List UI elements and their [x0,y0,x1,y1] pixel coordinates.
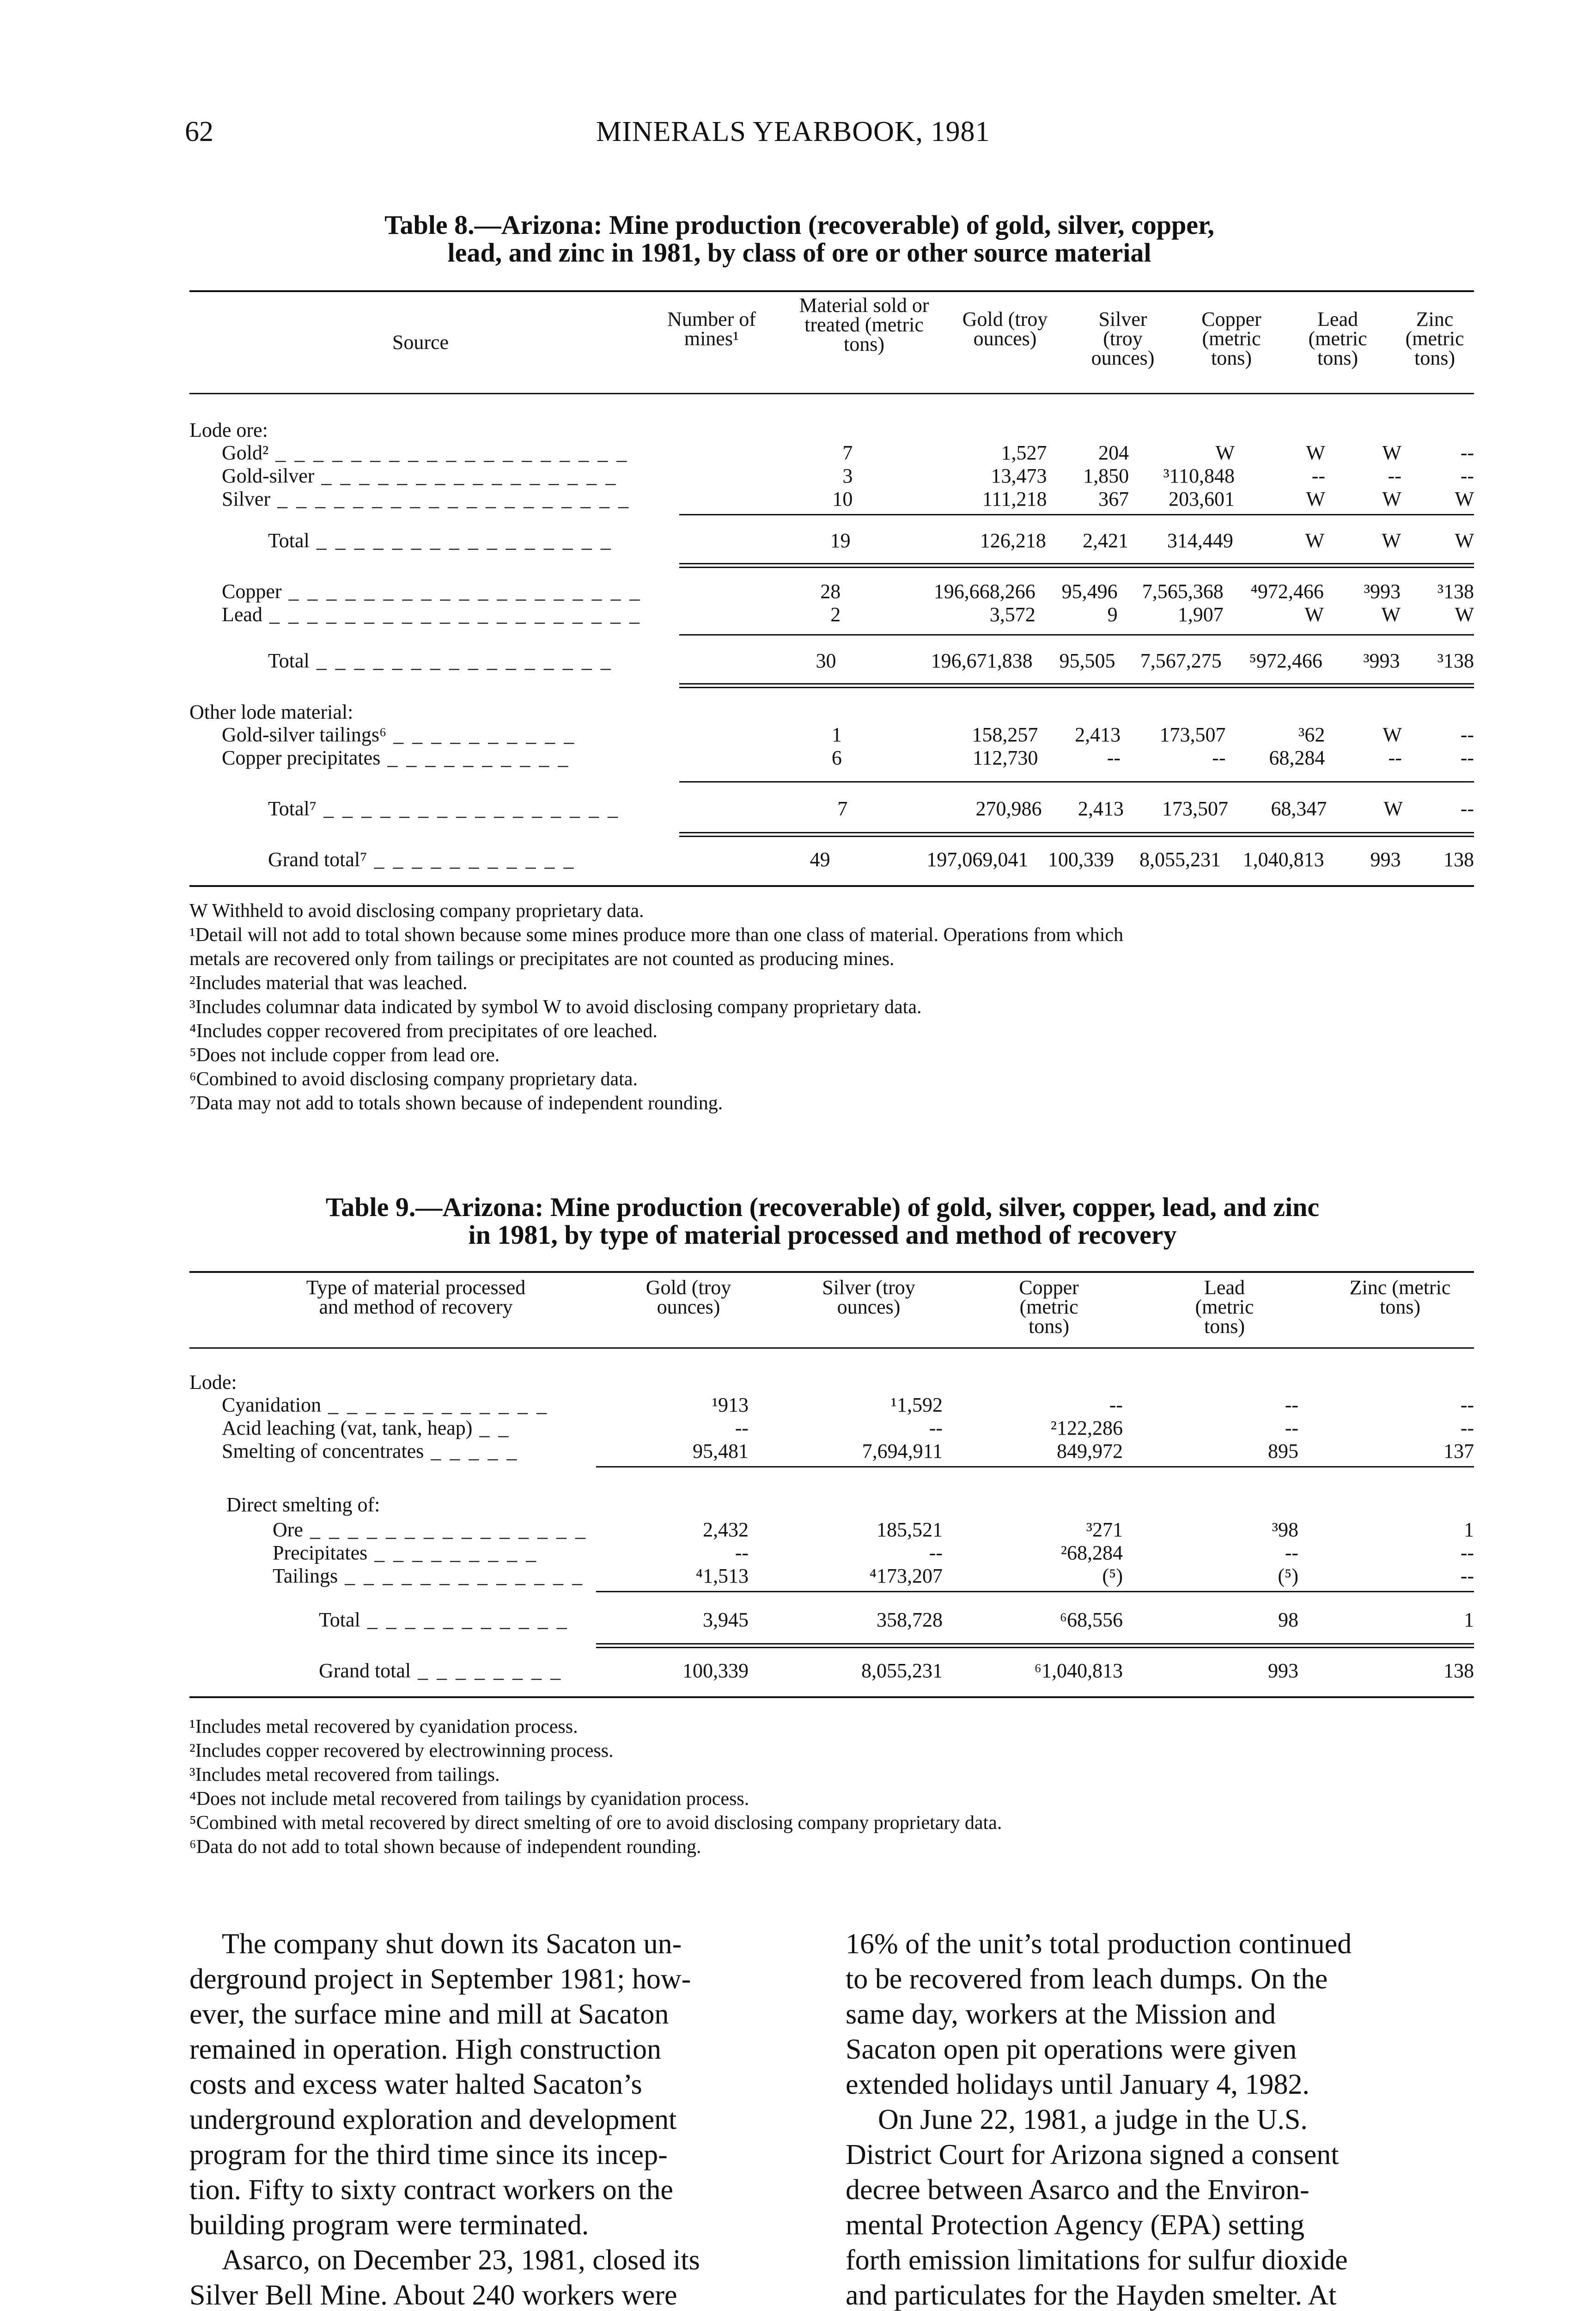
cell-mines: 1 [831,723,842,746]
table8-col-material: Material sold or treated (metric tons) [799,294,929,355]
table8-bottom-rule [189,885,1474,887]
body-line: same day, workers at the Mission and [846,1999,1276,2030]
cell-lead: 895 [1268,1440,1298,1462]
cell-material: 158,257 [972,723,1038,746]
table8-double-rule-d [679,687,1474,688]
table8-subtotal-rule-3 [679,781,1474,783]
cell-mines: 3 [842,465,853,487]
cell-copper: -- [1311,465,1325,487]
table8-footnote-w: W Withheld to avoid disclosing company proprietary data. [189,900,644,922]
cell-lead: -- [1388,465,1401,487]
row-label: Lead [222,603,262,626]
table9-top-rule [189,1271,1474,1273]
table-row: Total _ _ _ _ _ _ _ _ _ _ _ _ _ _ _ _ 19 126,218 2,421 314,449 W W W [268,529,1474,552]
row-label: Copper [222,580,282,603]
table9-double-rule-a [596,1643,1474,1645]
table8-double-rule-f [679,836,1474,837]
table8-subtotal-rule-1 [679,514,1474,515]
table8-body-3 [189,580,1474,626]
table9-title-line2: in 1981, by type of material processed and method of recovery [468,1220,1177,1250]
cell-gold: -- [735,1417,749,1439]
cell-silver: 7,567,275 [1140,649,1222,672]
cell-zinc: 1 [1464,1608,1474,1631]
row-label: Total [268,649,310,672]
cell-gold: 95,505 [1059,649,1115,672]
table-row: Precipitates _ _ _ _ _ _ _ _ _ -- -- ²68,284 -- -- [273,1541,1474,1564]
table-row: Grand total⁷ _ _ _ _ _ _ _ _ _ _ _ 49 197,069,041 100,339 8,055,231 1,040,813 993 138 [268,848,1474,871]
table-row: Copper _ _ _ _ _ _ _ _ _ _ _ _ _ _ _ _ _ _ _ 28 196,668,266 95,496 7,565,368 ⁴972,466 ³993 ³138 [222,580,1474,603]
cell-silver: 173,507 [1159,723,1226,746]
row-label: Silver [222,488,271,510]
table9-col-zinc: Zinc (metric tons) [1349,1276,1451,1318]
cell-copper: 849,972 [1057,1440,1123,1462]
table9-section-lode: Lode: [189,1371,237,1394]
table8-body-4 [189,649,1474,673]
body-line: derground project in September 1981; how- [189,1963,691,1995]
table9-bottom-rule [189,1696,1474,1698]
cell-gold: 2,432 [703,1518,749,1541]
table8-col-source: Source [392,331,449,354]
table9-section-direct: Direct smelting of: [226,1493,380,1516]
table8-double-rule-c [679,683,1474,685]
body-line: ever, the surface mine and mill at Sacaton [189,1999,669,2030]
cell-silver: 7,565,368 [1142,580,1224,603]
cell-gold: 100,339 [682,1659,749,1682]
cell-zinc: -- [1460,1394,1474,1416]
row-label: Grand total [319,1659,411,1682]
table8-subtotal-rule-2 [679,634,1474,636]
cell-lead: W [1383,797,1403,820]
cell-gold: 2,413 [1078,797,1124,820]
cell-copper: ⁴972,466 [1250,580,1324,603]
cell-lead: ³993 [1363,649,1400,672]
row-label: Precipitates [273,1541,368,1564]
cell-silver: 8,055,231 [1139,848,1221,871]
cell-lead: (⁵) [1278,1565,1298,1587]
cell-material: 197,069,041 [926,848,1029,871]
table-row: Ore _ _ _ _ _ _ _ _ _ _ _ _ _ _ _ 2,432 185,521 ³271 ³98 1 [273,1518,1474,1541]
cell-gold: 95,496 [1061,580,1118,603]
cell-silver: 8,055,231 [861,1659,943,1682]
cell-material: 196,668,266 [933,580,1036,603]
body-line: to be recovered from leach dumps. On the [846,1963,1328,1995]
cell-zinc: W [1455,603,1474,626]
cell-silver: -- [929,1541,943,1564]
cell-zinc: W [1455,488,1474,510]
cell-material: 112,730 [973,746,1038,769]
body-line: remained in operation. High construction [189,2034,662,2065]
cell-gold: 1,850 [1083,465,1129,487]
table8-col-mines: Number of mines¹ [667,308,756,350]
body-line: The company shut down its Sacaton un- [222,1928,682,1960]
row-label: Gold-silver tailings⁶ [222,723,387,746]
body-line: underground exploration and development [189,2104,677,2135]
table-row: Total _ _ _ _ _ _ _ _ _ _ _ 3,945 358,728 ⁶68,556 98 1 [319,1608,1474,1631]
cell-copper: (⁵) [1102,1565,1123,1587]
body-line: mental Protection Agency (EPA) setting [846,2209,1304,2241]
table-row: Copper precipitates _ _ _ _ _ _ _ _ _ _ 6 112,730 -- -- 68,284 -- -- [222,746,1474,769]
table8-header-rule [189,393,1474,394]
cell-mines: 6 [831,746,842,769]
cell-zinc: ³138 [1437,649,1474,672]
table9-subtotal-rule-2 [596,1591,1474,1592]
body-line: On June 22, 1981, a judge in the U.S. [878,2104,1308,2135]
table-row: Tailings _ _ _ _ _ _ _ _ _ _ _ _ _ ⁴1,513 ⁴173,207 (⁵) (⁵) -- [273,1565,1474,1587]
cell-silver: W [1215,441,1235,464]
table9-body-3 [189,1608,1474,1632]
table9-body-2 [189,1518,1474,1588]
table9-col-type: Type of material processed and method of recovery [306,1276,526,1318]
cell-mines: 28 [820,580,841,603]
table8-double-rule-b [679,567,1474,568]
table9-body-1 [189,1394,1474,1463]
cell-gold: 9 [1107,603,1118,626]
cell-copper: W [1305,529,1325,552]
table9-col-gold: Gold (troy ounces) [646,1276,731,1318]
cell-copper: 68,347 [1271,797,1327,820]
body-line: Asarco, on December 23, 1981, closed its [222,2244,700,2276]
cell-lead: W [1382,441,1401,464]
cell-silver: 314,449 [1167,529,1233,552]
body-line: program for the third time since its incep- [189,2139,668,2170]
table9-body-4 [189,1659,1474,1682]
table8-title-line1: Table 8.—Arizona: Mine production (recoverable) of gold, silver, copper, [384,210,1214,240]
cell-zinc: -- [1460,1541,1474,1564]
table8-body-7 [189,848,1474,871]
cell-lead: -- [1388,746,1402,769]
table-row: Lead _ _ _ _ _ _ _ _ _ _ _ _ _ _ _ _ _ _ _ _ 2 3,572 9 1,907 W W W [222,603,1474,626]
row-label: Total [268,529,310,552]
table9-col-copper: Copper (metric tons) [1019,1276,1079,1338]
row-label: Total⁷ [268,797,317,820]
cell-silver: -- [1212,746,1226,769]
table9-footnote-6: ⁶Data do not add to total shown because of independent rounding. [189,1836,701,1858]
table8-body-5 [189,723,1474,770]
cell-silver: ⁴173,207 [869,1565,943,1587]
table9-title-line1: Table 9.—Arizona: Mine production (recoverable) of gold, silver, copper, lead, and zinc [325,1192,1320,1222]
table8-section-other: Other lode material: [189,701,353,723]
table9-col-lead: Lead (metric tons) [1195,1276,1254,1338]
cell-copper: -- [1109,1394,1123,1416]
row-label: Ore [273,1518,303,1541]
cell-lead: -- [1285,1417,1298,1439]
cell-gold: -- [1107,746,1121,769]
cell-silver: 185,521 [877,1518,943,1541]
table9-col-silver: Silver (troy ounces) [822,1276,915,1318]
running-title: MINERALS YEARBOOK, 1981 [596,116,990,147]
cell-lead: 993 [1268,1659,1298,1682]
cell-mines: 49 [810,848,830,871]
cell-lead: 98 [1278,1608,1298,1631]
cell-zinc: 138 [1444,1659,1474,1682]
cell-gold: ⁴1,513 [695,1565,749,1587]
cell-silver: ³110,848 [1163,465,1235,487]
cell-gold: 367 [1098,488,1129,510]
cell-lead: W [1382,488,1401,510]
cell-copper: W [1304,603,1324,626]
cell-silver: 203,601 [1169,488,1235,510]
cell-mines: 2 [830,603,841,626]
cell-mines: 7 [842,441,853,464]
table9-footnote-2: ²Includes copper recovered by electrowinning process. [189,1740,614,1761]
cell-copper: ³62 [1298,723,1325,746]
table8-footnote-6: ⁶Combined to avoid disclosing company proprietary data. [189,1069,638,1090]
body-line: forth emission limitations for sulfur dioxide [846,2244,1348,2276]
cell-gold: 204 [1098,441,1129,464]
table8-body-1 [189,441,1474,511]
cell-material: 1,527 [1001,441,1047,464]
table8-body-2 [189,529,1474,552]
table-row: Acid leaching (vat, tank, heap) _ _ -- -- ²122,286 -- -- [222,1417,1474,1439]
cell-mines: 19 [830,529,851,552]
cell-gold: ¹913 [712,1394,749,1416]
cell-copper: ³271 [1086,1518,1123,1541]
cell-mines: 7 [837,797,848,820]
cell-zinc: -- [1460,465,1474,487]
cell-gold: 100,339 [1048,848,1114,871]
table8-footnote-1: ¹Detail will not add to total shown because some mines produce more than one class of material. Operations from which [189,924,1124,946]
cell-material: 196,671,838 [931,649,1033,672]
body-line: costs and excess water halted Sacaton’s [189,2069,642,2100]
body-line: and particulates for the Hayden smelter. At [846,2280,1337,2311]
row-label: Gold² [222,441,269,464]
cell-gold: -- [735,1541,749,1564]
cell-lead: ³98 [1272,1518,1298,1541]
body-line: extended holidays until January 4, 1982. [846,2069,1310,2100]
table8-body-6 [189,797,1474,820]
cell-zinc: 137 [1444,1440,1474,1462]
cell-gold: 3,945 [703,1608,749,1631]
table8-footnote-2: ²Includes material that was leached. [189,972,468,994]
table9-subtotal-rule-1 [596,1466,1474,1467]
row-label: Cyanidation [222,1394,322,1416]
cell-lead: 993 [1370,848,1401,871]
cell-mines: 30 [816,649,836,672]
body-line: Sacaton open pit operations were given [846,2034,1297,2065]
table-row: Total⁷ _ _ _ _ _ _ _ _ _ _ _ _ _ _ _ _ 7 270,986 2,413 173,507 68,347 W -- [268,797,1474,820]
row-label: Smelting of concentrates [222,1440,424,1462]
cell-copper: W [1306,488,1325,510]
cell-gold: 2,421 [1082,529,1128,552]
cell-zinc: -- [1460,1565,1474,1587]
table8-double-rule-a [679,563,1474,564]
body-line: tion. Fifty to sixty contract workers on the [189,2174,673,2206]
table9-footnote-5: ⁵Combined with metal recovered by direct smelting of ore to avoid disclosing company proprietary data. [189,1812,1002,1834]
cell-copper: W [1306,441,1325,464]
table9-footnote-4: ⁴Does not include metal recovered from tailings by cyanidation process. [189,1788,749,1810]
table9-header-rule [189,1347,1474,1349]
body-line: building program were terminated. [189,2209,589,2241]
cell-material: 3,572 [989,603,1036,626]
cell-lead: -- [1285,1394,1298,1416]
cell-zinc: -- [1460,797,1474,820]
table8-title-line2: lead, and zinc in 1981, by class of ore or other source material [447,238,1151,268]
table-row: Grand total _ _ _ _ _ _ _ _ 100,339 8,055,231 ⁶1,040,813 993 138 [319,1659,1474,1682]
table9-footnote-3: ³Includes metal recovered from tailings. [189,1764,500,1785]
cell-silver: ¹1,592 [890,1394,943,1416]
cell-zinc: -- [1460,1417,1474,1439]
cell-copper: ⁶1,040,813 [1034,1659,1123,1682]
cell-silver: 358,728 [877,1608,943,1631]
table8-top-rule [189,290,1474,292]
table8-footnote-1-cont: metals are recovered only from tailings or precipitates are not counted as producing mines. [189,948,895,970]
cell-material: 13,473 [991,465,1047,487]
cell-zinc: 138 [1444,848,1474,871]
cell-mines: 10 [832,488,853,510]
page-number: 62 [185,116,213,147]
body-line: District Court for Arizona signed a consent [846,2139,1339,2170]
cell-gold: 2,413 [1075,723,1121,746]
table-row: Total _ _ _ _ _ _ _ _ _ _ _ _ _ _ _ _ 30 196,671,838 95,505 7,567,275 ⁵972,466 ³993 ³138 [268,649,1474,672]
row-label: Gold-silver [222,465,315,487]
cell-material: 126,218 [980,529,1046,552]
cell-copper: ²122,286 [1050,1417,1123,1439]
table-row: Silver _ _ _ _ _ _ _ _ _ _ _ _ _ _ _ _ _ _ _ 10 111,218 367 203,601 W W W [222,488,1474,510]
table9-footnote-1: ¹Includes metal recovered by cyanidation process. [189,1716,578,1737]
body-line: Silver Bell Mine. About 240 workers were [189,2280,677,2311]
row-label: Acid leaching (vat, tank, heap) [222,1417,473,1439]
row-label: Grand total⁷ [268,848,367,871]
table8-col-copper: Copper (metric tons) [1201,308,1261,369]
cell-silver: -- [929,1417,943,1439]
cell-material: 270,986 [975,797,1042,820]
body-line: 16% of the unit’s total production continued [846,1928,1352,1960]
row-label: Total [319,1608,360,1631]
cell-gold: 95,481 [693,1440,749,1462]
cell-zinc: ³138 [1437,580,1474,603]
table9-double-rule-b [596,1647,1474,1648]
cell-zinc: 1 [1464,1518,1474,1541]
cell-lead: W [1381,603,1401,626]
table8-footnote-7: ⁷Data may not add to totals shown because of independent rounding. [189,1093,723,1114]
cell-lead: W [1382,529,1401,552]
table-row: Cyanidation _ _ _ _ _ _ _ _ _ _ _ _ ¹913 ¹1,592 -- -- -- [222,1394,1474,1416]
cell-lead: ³993 [1364,580,1401,603]
table8-col-lead: Lead (metric tons) [1308,308,1367,369]
table8-double-rule-e [679,832,1474,833]
row-label: Tailings [273,1565,338,1587]
cell-copper: 68,284 [1269,746,1325,769]
cell-silver: 173,507 [1162,797,1228,820]
cell-material: 111,218 [982,488,1047,510]
table-row: Gold-silver tailings⁶ _ _ _ _ _ _ _ _ _ _ 1 158,257 2,413 173,507 ³62 W -- [222,723,1474,746]
table8-footnote-4: ⁴Includes copper recovered from precipitates of ore leached. [189,1021,658,1042]
table8-section-lode: Lode ore: [189,419,268,441]
cell-lead: W [1383,723,1402,746]
cell-zinc: -- [1460,441,1474,464]
cell-copper: 1,040,813 [1243,848,1324,871]
body-line: decree between Asarco and the Environ- [846,2174,1310,2206]
row-label: Copper precipitates [222,746,381,769]
table8-col-gold: Gold (troy ounces) [962,308,1048,350]
cell-silver: 7,694,911 [862,1440,943,1462]
table-row: Gold-silver _ _ _ _ _ _ _ _ _ _ _ _ _ _ _ _ 3 13,473 1,850 ³110,848 -- -- -- [222,465,1474,487]
table-row: Smelting of concentrates _ _ _ _ _ 95,481 7,694,911 849,972 895 137 [222,1440,1474,1462]
cell-zinc: -- [1460,746,1474,769]
table8-footnote-5: ⁵Does not include copper from lead ore. [189,1045,500,1066]
table8-footnote-3: ³Includes columnar data indicated by symbol W to avoid disclosing company proprietary data. [189,997,922,1018]
cell-silver: 1,907 [1177,603,1224,626]
cell-lead: -- [1285,1541,1298,1564]
cell-zinc: W [1455,529,1474,552]
table-row: Gold² _ _ _ _ _ _ _ _ _ _ _ _ _ _ _ _ _ _ _ 7 1,527 204 W W W -- [222,441,1474,464]
cell-copper: ⁶68,556 [1060,1608,1123,1631]
table8-col-silver: Silver (troy ounces) [1091,308,1155,369]
cell-copper: ²68,284 [1060,1541,1123,1564]
cell-zinc: -- [1460,723,1474,746]
table8-col-zinc: Zinc (metric tons) [1405,308,1464,369]
cell-copper: ⁵972,466 [1249,649,1322,672]
